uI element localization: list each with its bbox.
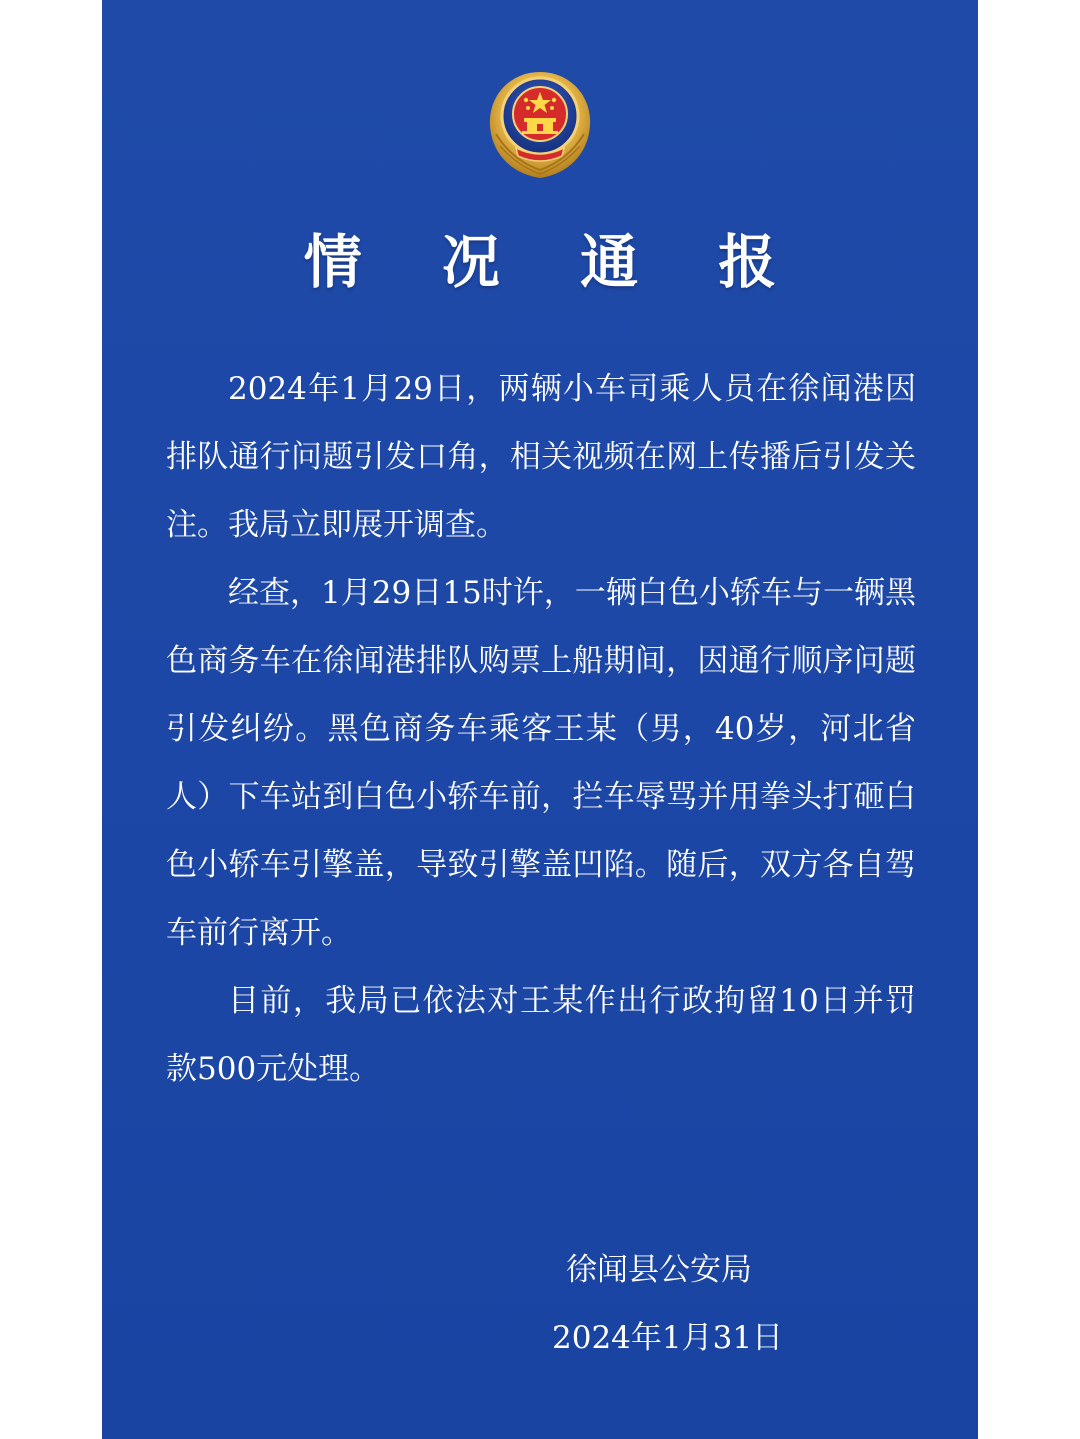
paragraph-1: 2024年1月29日，两辆小车司乘人员在徐闻港因排队通行问题引发口角，相关视频在网上传播后引发关注。我局立即展开调查。	[166, 371, 916, 543]
signature-organization: 徐闻县公安局	[566, 1252, 752, 1288]
paragraph-2: 经查，1月29日15时许，一辆白色小轿车与一辆黑色商务车在徐闻港排队购票上船期间，因通行顺序问题引发纠纷。黑色商务车乘客王某（男，40岁，河北省人）下车站到白色小轿车前，拦车辱骂并用拳头打砸白色小轿车引擎盖，导致引擎盖凹陷。随后，双方各自驾车前行离开。	[166, 575, 916, 951]
notice-body	[166, 355, 916, 1103]
paragraph-3: 目前，我局已依法对王某作出行政拘留10日并罚款500元处理。	[166, 983, 916, 1087]
signature-date: 2024年1月31日	[552, 1320, 784, 1356]
page-title: 情 况 通 报	[303, 228, 807, 296]
police-emblem-icon	[482, 64, 598, 182]
